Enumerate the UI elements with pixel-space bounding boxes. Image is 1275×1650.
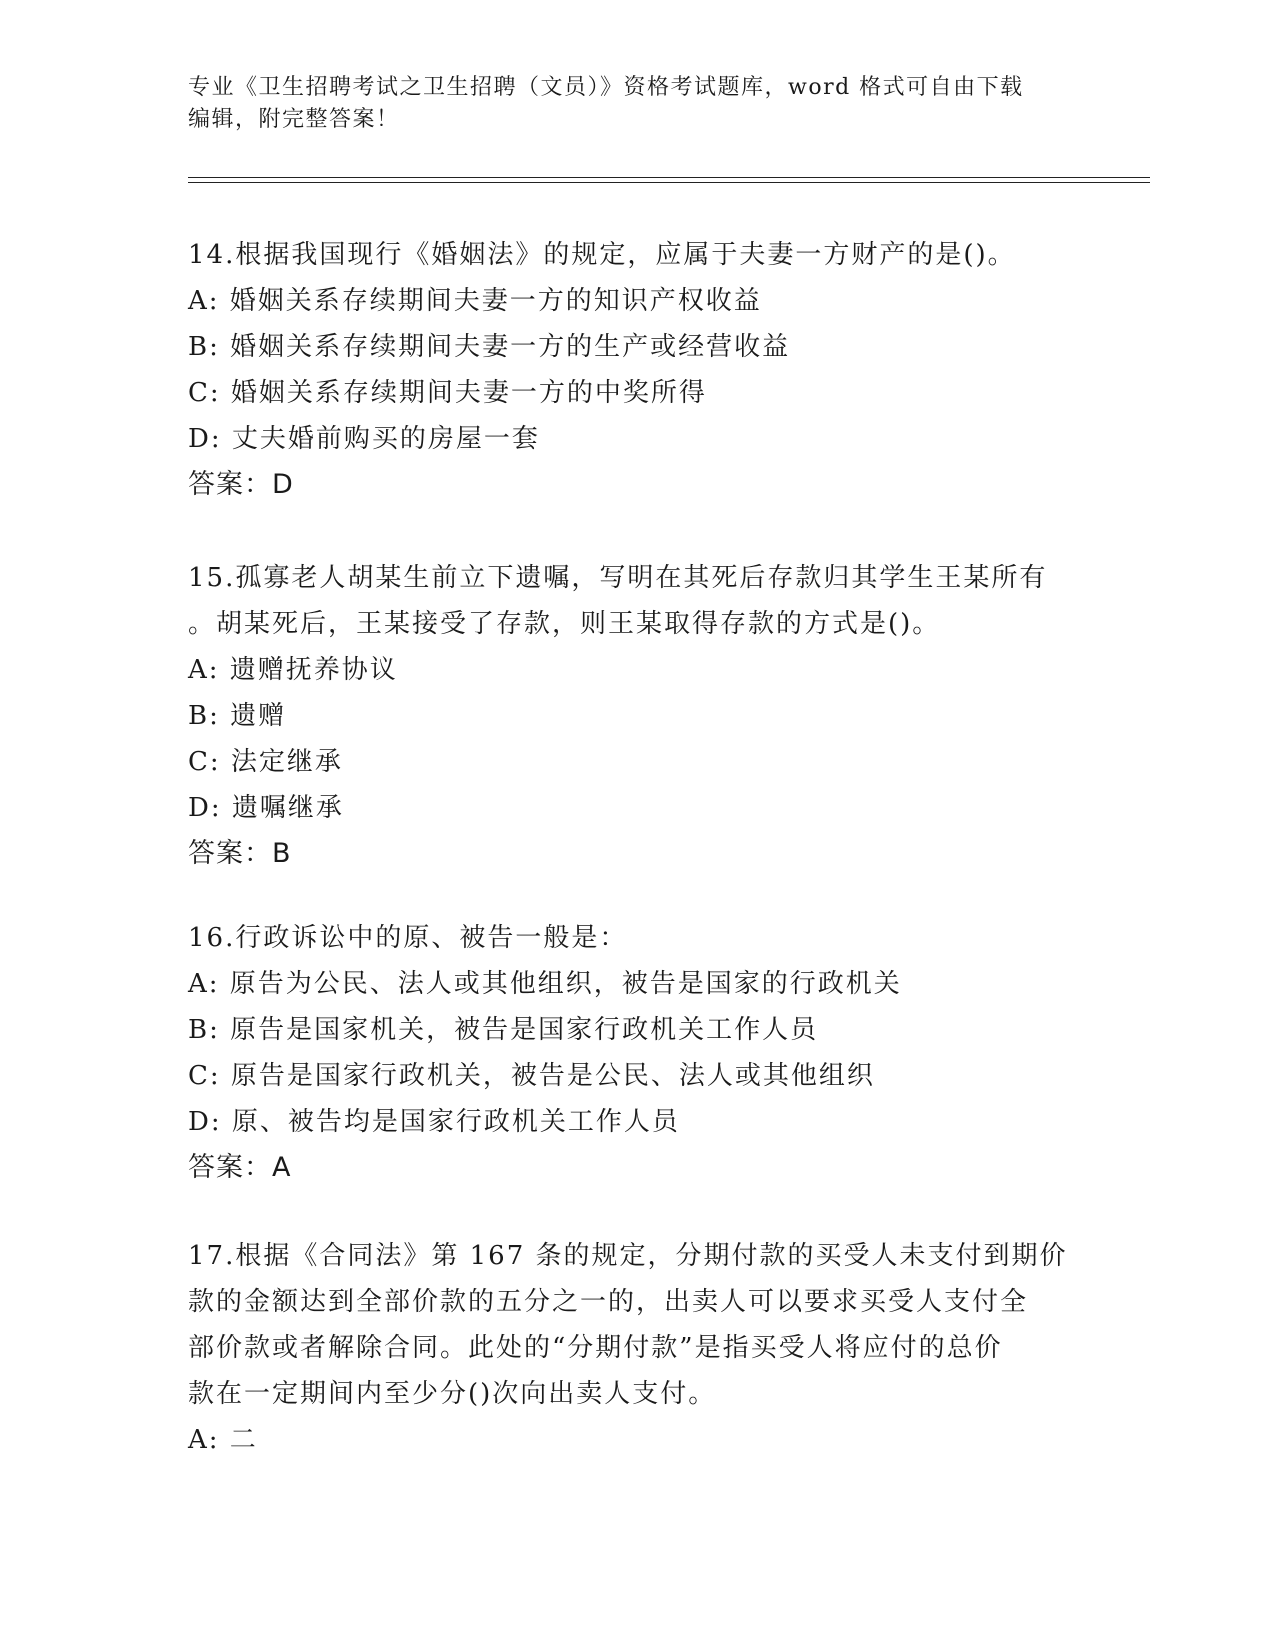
question-17 [188,1233,1088,1463]
answer: 答案：D [188,469,294,500]
option-b: B: 原告是国家机关，被告是国家行政机关工作人员 [188,1015,819,1045]
question-stem: 14.根据我国现行《婚姻法》的规定，应属于夫妻一方财产的是()。 [188,240,1016,270]
question-stem: 15.孤寡老人胡某生前立下遗嘱，写明在其死后存款归其学生王某所有 [188,563,1048,593]
question-stem: 。胡某死后，王某接受了存款，则王某取得存款的方式是()。 [188,609,941,639]
answer: 答案：A [188,1152,292,1183]
option-a: A: 遗赠抚养协议 [188,655,398,685]
header-line-2: 编辑，附完整答案！ [188,107,400,132]
option-a: A: 原告为公民、法人或其他组织，被告是国家的行政机关 [188,969,902,999]
option-a: A: 婚姻关系存续期间夫妻一方的知识产权收益 [188,286,762,316]
option-b: B: 婚姻关系存续期间夫妻一方的生产或经营收益 [188,332,791,362]
question-16 [188,915,1088,1191]
question-stem: 款的金额达到全部价款的五分之一的，出卖人可以要求买受人支付全 [188,1287,1029,1317]
answer: 答案：B [188,838,292,869]
option-b: B: 遗赠 [188,701,287,731]
question-stem: 17.根据《合同法》第 167 条的规定，分期付款的买受人未支付到期价 [188,1241,1068,1271]
question-stem: 部价款或者解除合同。此处的“分期付款”是指买受人将应付的总价 [188,1333,1003,1363]
document-header [188,72,1088,136]
header-line-1: 专业《卫生招聘考试之卫生招聘（文员）》资格考试题库，word 格式可自由下载 [188,75,1024,100]
header-divider-top [188,177,1150,178]
question-15 [188,555,1088,877]
question-stem: 16.行政诉讼中的原、被告一般是： [188,923,628,953]
option-d: D: 丈夫婚前购买的房屋一套 [188,424,540,454]
option-d: D: 原、被告均是国家行政机关工作人员 [188,1107,680,1137]
option-c: C: 法定继承 [188,747,343,777]
option-c: C: 婚姻关系存续期间夫妻一方的中奖所得 [188,378,707,408]
option-c: C: 原告是国家行政机关，被告是公民、法人或其他组织 [188,1061,875,1091]
option-a: A: 二 [188,1425,258,1455]
option-d: D: 遗嘱继承 [188,793,344,823]
question-stem: 款在一定期间内至少分()次向出卖人支付。 [188,1379,717,1409]
question-14 [188,232,1088,508]
header-divider-bottom [188,182,1150,183]
